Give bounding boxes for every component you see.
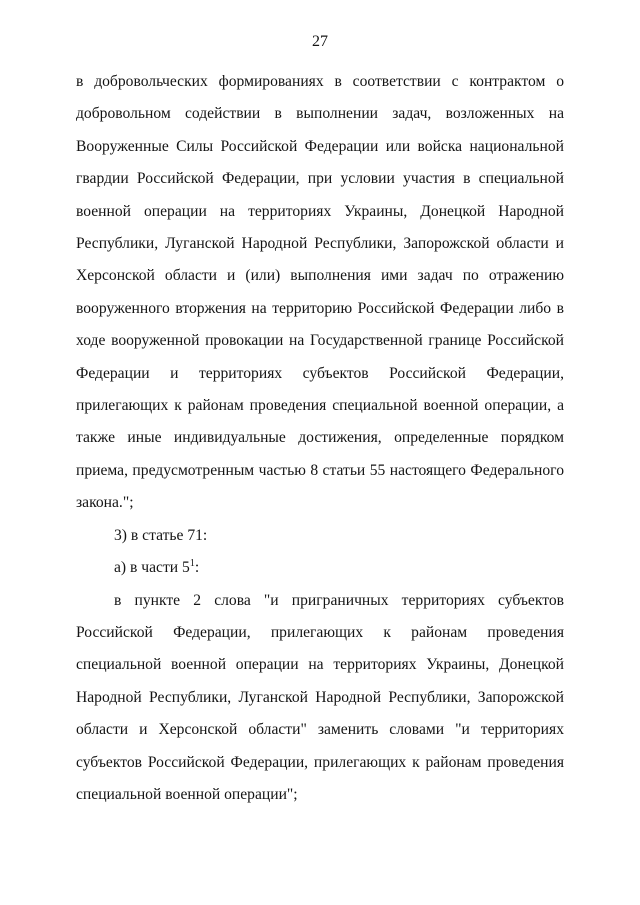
subitem-a-superscript: 1 [189,558,195,570]
paragraph-point-2: в пункте 2 слова "и приграничных территориях субъектов Российской Федерации, прилегающих к районам проведения специальной военной операции на территориях Украины, Донецкой Народной Республики, Луганской Народной Республики, Запорожской области и Херсонской области" заменить словами "и территориях субъектов Российской Федерации, прилегающих к районам проведения специальной военной операции"; [76,591,564,803]
subitem-a-text: а) в части 5 [114,559,190,577]
document-body [76,66,564,811]
paragraph-item-3: 3) в статье 71: [114,526,208,544]
subitem-a-colon: : [194,559,200,577]
paragraph-continuation: в добровольческих формированиях в соответствии с контрактом о добровольном содействии в выполнении задач, возложенных на Вооруженные Силы Российской Федерации или войска национальной гвардии Российской Федерации, при условии участия в специальной военной операции на территориях Украины, Донецкой Народной Республики, Луганской Народной Республики, Запорожской области и Херсонской области и (или) выполнения ими задач по отражению вооруженного вторжения на территорию Российской Федерации либо в ходе вооруженной провокации на Государственной границе Российской Федерации и территориях субъектов Российской Федерации, прилегающих к районам проведения специальной военной операции, а также иные индивидуальные достижения, определенные порядком приема, предусмотренным частью 8 статьи 55 настоящего Федерального закона."; [76,73,564,512]
paragraph-subitem-a [76,552,564,584]
page-number: 27 [312,33,328,50]
